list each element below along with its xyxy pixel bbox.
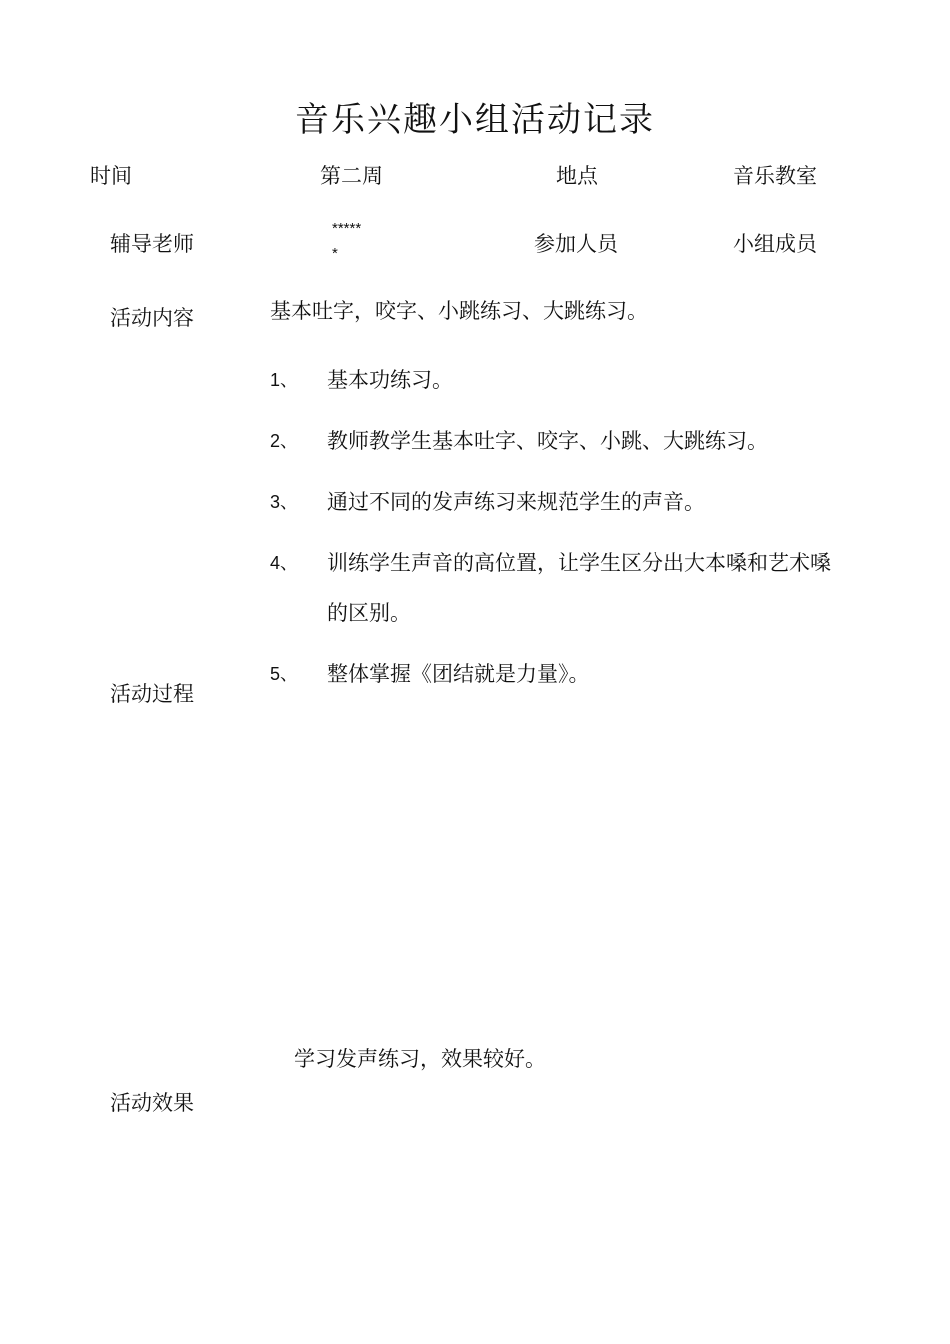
step-number: 5、 <box>270 664 299 684</box>
teacher-value-line1: ***** <box>332 220 362 237</box>
step-number: 2、 <box>270 431 299 451</box>
teacher-value-line2: * <box>332 245 338 262</box>
step-text: 训练学生声音的高位置，让学生区分出大本嗓和艺术嗓 <box>327 551 831 575</box>
participants-value: 小组成员 <box>733 232 817 256</box>
page-title: 音乐兴趣小组活动记录 <box>295 100 655 140</box>
step-text-continued: 的区别。 <box>327 601 411 625</box>
effect-label: 活动效果 <box>110 1091 194 1115</box>
step-number: 1、 <box>270 370 299 390</box>
teacher-label: 辅导老师 <box>110 232 194 256</box>
step-text: 整体掌握《团结就是力量》。 <box>327 662 590 686</box>
content-label: 活动内容 <box>110 306 194 330</box>
time-label: 时间 <box>90 164 132 188</box>
time-value: 第二周 <box>320 164 383 188</box>
step-text: 基本功练习。 <box>327 368 453 392</box>
process-label: 活动过程 <box>110 682 194 706</box>
effect-value: 学习发声练习，效果较好。 <box>294 1047 546 1071</box>
place-value: 音乐教室 <box>733 164 817 188</box>
step-text: 教师教学生基本吐字、咬字、小跳、大跳练习。 <box>327 429 768 453</box>
step-number: 3、 <box>270 492 299 512</box>
step-text: 通过不同的发声练习来规范学生的声音。 <box>327 490 705 514</box>
content-value: 基本吐字，咬字、小跳练习、大跳练习。 <box>270 299 648 323</box>
participants-label: 参加人员 <box>534 232 618 256</box>
place-label: 地点 <box>556 164 598 188</box>
step-number: 4、 <box>270 553 299 573</box>
